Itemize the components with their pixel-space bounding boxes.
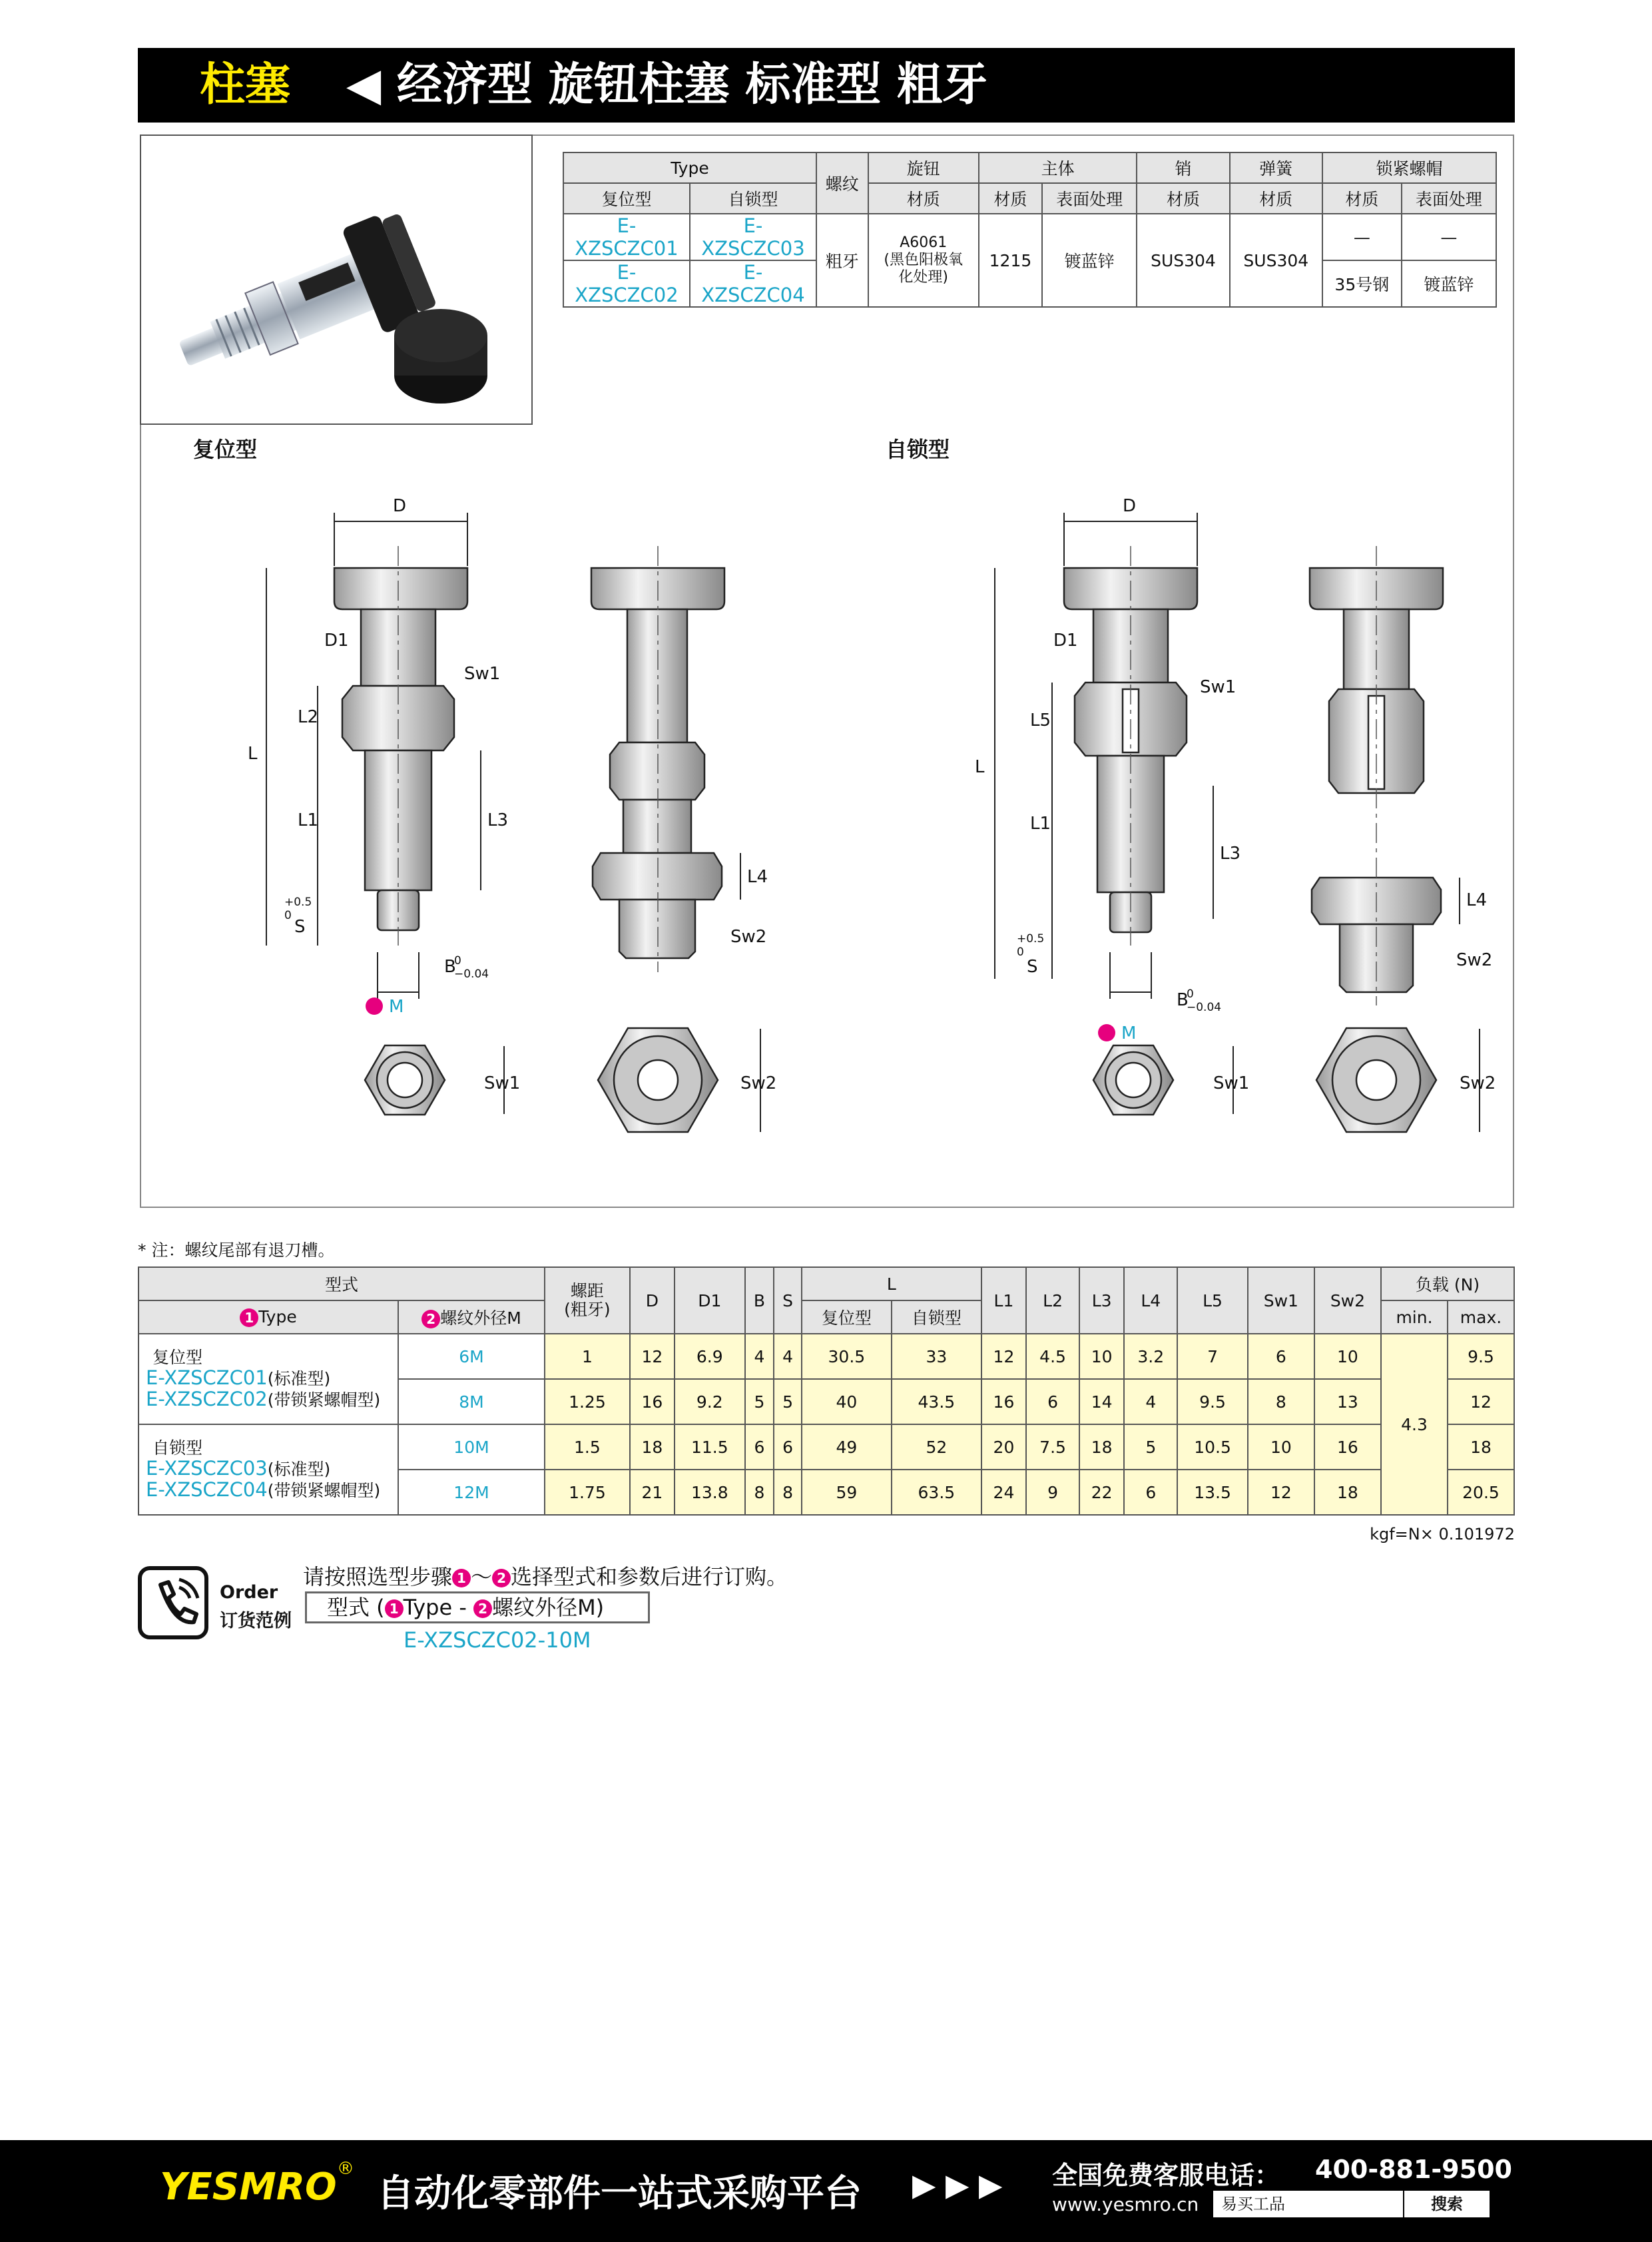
group-name: 复位型 xyxy=(152,1348,203,1367)
footer-url[interactable]: www.yesmro.cn xyxy=(1052,2193,1199,2215)
tol-B-low: −0.04 xyxy=(454,968,489,981)
cell-S: 5 xyxy=(774,1379,802,1424)
th-nut-mat: 材质 xyxy=(1322,183,1402,214)
th-knob-mat: 材质 xyxy=(868,183,979,214)
reset-drawing-title: 复位型 xyxy=(193,437,258,462)
cell-Sw2: 13 xyxy=(1314,1379,1381,1424)
cell-B: 4 xyxy=(745,1334,774,1379)
th-thread-label: 螺纹外径M xyxy=(440,1308,521,1328)
cell-L1: 20 xyxy=(981,1424,1026,1470)
code-desc: (标准型) xyxy=(267,1369,331,1388)
cell-M[interactable]: 8M xyxy=(398,1379,545,1424)
code-link[interactable]: E-XZSCZC02 xyxy=(146,1388,268,1410)
dim-L: L xyxy=(248,744,258,764)
code-link[interactable]: E-XZSCZC01 xyxy=(146,1366,268,1389)
lock-drawing-title: 自锁型 xyxy=(886,437,950,462)
th-thread: 螺纹 xyxy=(816,152,868,214)
th-B: B xyxy=(745,1267,774,1334)
brand-reg: ® xyxy=(337,2159,354,2179)
dim-Sw1: Sw1 xyxy=(1213,1073,1250,1093)
order-subtitle: 订货范例 xyxy=(220,1611,292,1631)
kgf-note: kgf=N× 0.101972 xyxy=(1370,1525,1515,1543)
code-desc: (带锁紧螺帽型) xyxy=(267,1481,381,1500)
dim-L2: L2 xyxy=(298,707,319,727)
th-body-mat: 材质 xyxy=(979,183,1042,214)
th-L2: L2 xyxy=(1026,1267,1079,1334)
cell-D: 18 xyxy=(630,1424,675,1470)
tol-S-low: 0 xyxy=(284,909,292,922)
cell-max: 9.5 xyxy=(1448,1334,1514,1379)
cell-min: 4.3 xyxy=(1381,1334,1448,1515)
cell-pitch: 1 xyxy=(545,1334,630,1379)
cell-M[interactable]: 6M xyxy=(398,1334,545,1379)
order-format-type: Type - xyxy=(403,1595,474,1620)
code-link[interactable]: E-XZSCZC04 xyxy=(146,1478,268,1501)
cell-D1: 13.8 xyxy=(675,1470,745,1515)
th-lock: 自锁型 xyxy=(690,183,816,214)
page-title: ◀ 经济型 旋钮柱塞 标准型 粗牙 xyxy=(346,59,987,111)
code-link[interactable]: E-XZSCZC04 xyxy=(690,260,816,307)
dim-M: M xyxy=(389,997,404,1017)
cell-B: 6 xyxy=(745,1424,774,1470)
cell-L3: 22 xyxy=(1079,1470,1124,1515)
step-1-badge: 1 xyxy=(240,1308,258,1327)
marker-2 xyxy=(366,997,383,1015)
code-link[interactable]: E-XZSCZC03 xyxy=(146,1457,268,1480)
th-pin-mat: 材质 xyxy=(1137,183,1229,214)
th-type-label: Type xyxy=(258,1307,297,1326)
cell-L5: 9.5 xyxy=(1177,1379,1248,1424)
cell-M[interactable]: 12M xyxy=(398,1470,545,1515)
th-locknut: 锁紧螺帽 xyxy=(1322,152,1496,183)
th-Sw2: Sw2 xyxy=(1314,1267,1381,1334)
th-max: max. xyxy=(1448,1300,1514,1334)
cell-pitch: 1.75 xyxy=(545,1470,630,1515)
dim-L3: L3 xyxy=(487,810,509,830)
nut-material: 35号钢 xyxy=(1322,260,1402,307)
product-photo xyxy=(140,135,533,425)
cell-L-reset: 59 xyxy=(802,1470,892,1515)
dim-Sw2: Sw2 xyxy=(740,1073,777,1093)
cell-L3: 14 xyxy=(1079,1379,1124,1424)
order-format-box xyxy=(305,1591,650,1623)
tol-S-low: 0 xyxy=(1017,946,1024,959)
cell-L-lock: 63.5 xyxy=(892,1470,981,1515)
cell-Sw2: 16 xyxy=(1314,1424,1381,1470)
marker-2 xyxy=(1098,1024,1115,1041)
dim-S: S xyxy=(294,917,306,937)
knob-material: A6061 (黑色阳极氧 化处理) xyxy=(868,214,979,307)
cell-L4: 3.2 xyxy=(1124,1334,1177,1379)
tol-S-up: +0.5 xyxy=(1017,932,1045,946)
cell-L1: 16 xyxy=(981,1379,1026,1424)
th-knob: 旋钮 xyxy=(868,152,979,183)
th-L5: L5 xyxy=(1177,1267,1248,1334)
code-link[interactable]: E-XZSCZC03 xyxy=(690,214,816,260)
dim-Sw1: Sw1 xyxy=(484,1073,521,1093)
cell-B: 5 xyxy=(745,1379,774,1424)
th-Sw1: Sw1 xyxy=(1248,1267,1314,1334)
order-example[interactable]: E-XZSCZC02-10M xyxy=(404,1627,591,1653)
body-surface: 镀蓝锌 xyxy=(1042,214,1137,307)
th-L1: L1 xyxy=(981,1267,1026,1334)
order-phone-icon xyxy=(138,1566,208,1639)
th-min: min. xyxy=(1381,1300,1448,1334)
step-2-badge: 2 xyxy=(473,1599,492,1618)
cell-max: 18 xyxy=(1448,1424,1514,1470)
step-2-badge: 2 xyxy=(421,1310,440,1328)
cell-L4: 4 xyxy=(1124,1379,1177,1424)
group-lock xyxy=(138,1424,398,1515)
order-instruction xyxy=(303,1560,788,1591)
dim-B: B xyxy=(1177,990,1189,1010)
category-title: 柱塞 xyxy=(200,59,291,111)
cell-Sw1: 12 xyxy=(1248,1470,1314,1515)
cell-L-reset: 30.5 xyxy=(802,1334,892,1379)
group-name: 自锁型 xyxy=(152,1438,203,1458)
dim-L: L xyxy=(975,757,985,777)
th-L-lock: 自锁型 xyxy=(892,1300,981,1334)
dim-Sw1: Sw1 xyxy=(464,664,501,684)
order-format-b: 螺纹外径M) xyxy=(492,1595,605,1620)
brand-logo: YESMRO xyxy=(160,2165,337,2209)
th-type: Type xyxy=(563,152,816,183)
cell-L1: 12 xyxy=(981,1334,1026,1379)
cell-max: 12 xyxy=(1448,1379,1514,1424)
order-instruction-a: 请按照选型步骤 xyxy=(303,1564,453,1589)
cell-pitch: 1.5 xyxy=(545,1424,630,1470)
order-instruction-b: 选择型式和参数后进行订购。 xyxy=(511,1564,788,1589)
cell-L-reset: 49 xyxy=(802,1424,892,1470)
technical-drawing xyxy=(141,466,1513,1205)
dim-L1: L1 xyxy=(1030,814,1051,834)
hotline-label: 全国免费客服电话： xyxy=(1052,2161,1280,2190)
th-spring-mat: 材质 xyxy=(1230,183,1322,214)
cell-D1: 6.9 xyxy=(675,1334,745,1379)
dim-S: S xyxy=(1027,957,1038,977)
cell-max: 20.5 xyxy=(1448,1470,1514,1515)
cell-L5: 13.5 xyxy=(1177,1470,1248,1515)
dim-L3: L3 xyxy=(1220,844,1241,864)
th-D1: D1 xyxy=(675,1267,745,1334)
cell-Sw2: 18 xyxy=(1314,1470,1381,1515)
th-load: 负载 (N) xyxy=(1381,1267,1514,1300)
spec-table xyxy=(563,152,1497,308)
th-reset: 复位型 xyxy=(563,183,690,214)
footer-slogan: 自动化零部件一站式采购平台 xyxy=(377,2172,862,2215)
th-L-reset: 复位型 xyxy=(802,1300,892,1334)
cell-S: 8 xyxy=(774,1470,802,1515)
step-1-badge: 1 xyxy=(452,1569,471,1587)
dim-D1: D1 xyxy=(1053,631,1078,651)
dim-D1: D1 xyxy=(324,631,349,651)
th-L3: L3 xyxy=(1079,1267,1124,1334)
cell-D: 21 xyxy=(630,1470,675,1515)
cell-S: 4 xyxy=(774,1334,802,1379)
cell-L-lock: 43.5 xyxy=(892,1379,981,1424)
dimension-table xyxy=(138,1266,1515,1516)
dim-Sw2: Sw2 xyxy=(1460,1073,1496,1093)
dim-L4: L4 xyxy=(1466,890,1488,910)
cell-S: 6 xyxy=(774,1424,802,1470)
dim-D: D xyxy=(1123,496,1137,516)
step-2-badge: 2 xyxy=(492,1569,511,1587)
dim-L5: L5 xyxy=(1030,710,1051,730)
cell-L-lock: 33 xyxy=(892,1334,981,1379)
dim-M: M xyxy=(1121,1023,1137,1043)
cell-L5: 10.5 xyxy=(1177,1424,1248,1470)
th-D: D xyxy=(630,1267,675,1334)
cell-Sw1: 10 xyxy=(1248,1424,1314,1470)
dim-Sw1: Sw1 xyxy=(1200,677,1237,697)
th-nut-surf: 表面处理 xyxy=(1402,183,1496,214)
tol-B-up: 0 xyxy=(1187,987,1194,1001)
th-pitch: 螺距 (粗牙) xyxy=(545,1267,630,1334)
footer-search-button[interactable]: 搜索 xyxy=(1403,2191,1490,2217)
dim-Sw2: Sw2 xyxy=(1456,950,1493,970)
code-desc: (带锁紧螺帽型) xyxy=(267,1390,381,1410)
cell-pitch: 1.25 xyxy=(545,1379,630,1424)
tol-B-up: 0 xyxy=(454,954,461,968)
th-thread-col xyxy=(398,1300,545,1334)
cell-L5: 7 xyxy=(1177,1334,1248,1379)
cell-L2: 4.5 xyxy=(1026,1334,1079,1379)
cell-D1: 11.5 xyxy=(675,1424,745,1470)
th-spring: 弹簧 xyxy=(1230,152,1322,183)
th-type: 型式 xyxy=(138,1267,545,1300)
nut-material: — xyxy=(1322,214,1402,260)
cell-L2: 9 xyxy=(1026,1470,1079,1515)
cell-L-lock: 52 xyxy=(892,1424,981,1470)
dim-D: D xyxy=(393,496,407,516)
dim-B: B xyxy=(444,957,456,977)
dim-L4: L4 xyxy=(747,867,768,887)
group-reset xyxy=(138,1334,398,1424)
th-S: S xyxy=(774,1267,802,1334)
order-format-a: 型式 ( xyxy=(327,1595,385,1620)
th-body-surf: 表面处理 xyxy=(1042,183,1137,214)
th-pin: 销 xyxy=(1137,152,1229,183)
code-desc: (标准型) xyxy=(267,1460,331,1479)
th-body: 主体 xyxy=(979,152,1137,183)
order-title: Order xyxy=(220,1582,278,1603)
order-instruction-tilde: ～ xyxy=(471,1564,493,1589)
cell-D: 16 xyxy=(630,1379,675,1424)
cell-L3: 10 xyxy=(1079,1334,1124,1379)
cell-Sw1: 6 xyxy=(1248,1334,1314,1379)
th-type-col xyxy=(138,1300,398,1334)
cell-B: 8 xyxy=(745,1470,774,1515)
dim-L1: L1 xyxy=(298,810,319,830)
thread-value: 粗牙 xyxy=(816,214,868,307)
pin-material: SUS304 xyxy=(1137,214,1229,307)
cell-D1: 9.2 xyxy=(675,1379,745,1424)
nut-surface: 镀蓝锌 xyxy=(1402,260,1496,307)
nut-surface: — xyxy=(1402,214,1496,260)
cell-Sw2: 10 xyxy=(1314,1334,1381,1379)
cell-L4: 5 xyxy=(1124,1424,1177,1470)
tol-S-up: +0.5 xyxy=(284,896,312,909)
th-L4: L4 xyxy=(1124,1267,1177,1334)
footer-search-input[interactable]: 易买工品 xyxy=(1213,2191,1403,2217)
step-1-badge: 1 xyxy=(385,1599,404,1618)
body-material: 1215 xyxy=(979,214,1042,307)
cell-M[interactable]: 10M xyxy=(398,1424,545,1470)
cell-L2: 6 xyxy=(1026,1379,1079,1424)
thread-note: * 注：螺纹尾部有退刀槽。 xyxy=(138,1241,335,1260)
cell-L2: 7.5 xyxy=(1026,1424,1079,1470)
code-link[interactable]: E-XZSCZC01 xyxy=(563,214,690,260)
spring-material: SUS304 xyxy=(1230,214,1322,307)
th-L: L xyxy=(802,1267,981,1300)
footer-arrows: ▶ ▶ ▶ xyxy=(912,2167,1003,2203)
hotline-phone: 400-881-9500 xyxy=(1315,2155,1512,2184)
cell-L-reset: 40 xyxy=(802,1379,892,1424)
code-link[interactable]: E-XZSCZC02 xyxy=(563,260,690,307)
cell-L3: 18 xyxy=(1079,1424,1124,1470)
cell-L4: 6 xyxy=(1124,1470,1177,1515)
cell-L1: 24 xyxy=(981,1470,1026,1515)
tol-B-low: −0.04 xyxy=(1187,1001,1222,1014)
cell-Sw1: 8 xyxy=(1248,1379,1314,1424)
cell-D: 12 xyxy=(630,1334,675,1379)
dim-Sw2: Sw2 xyxy=(730,927,767,947)
